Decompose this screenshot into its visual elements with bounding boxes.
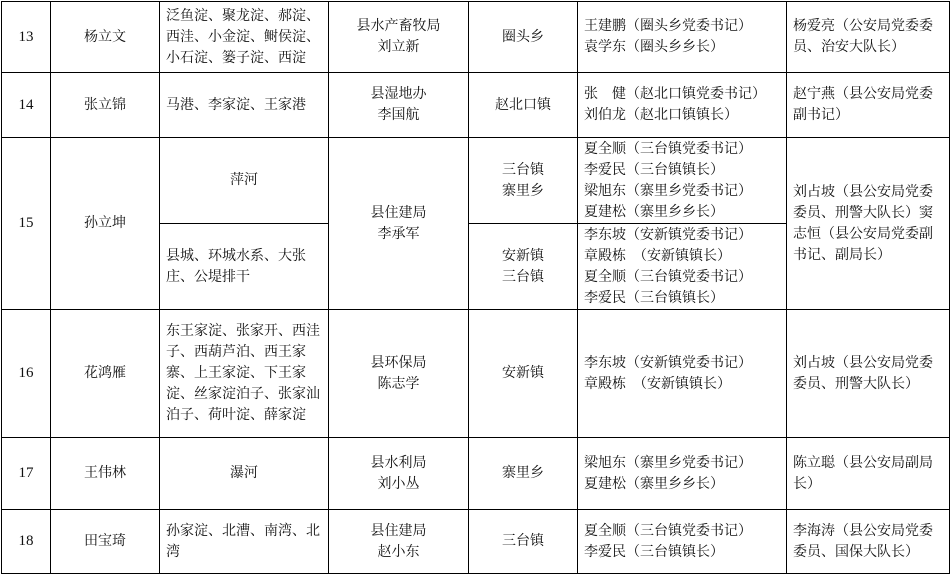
responsible-unit [329, 310, 469, 438]
responsible-unit [329, 2, 469, 73]
water-areas [160, 438, 329, 510]
official: 梁旭东（寨里乡党委书记） [584, 182, 752, 199]
town-officials [578, 310, 787, 438]
area-text: 泛鱼淀、聚龙淀、郝淀、西洼、小金淀、鲥侯淀、小石淀、篓子淀、西淀 [166, 7, 320, 66]
leader-name: 孙立坤 [51, 138, 160, 310]
responsible-unit [329, 510, 469, 574]
row-number: 18 [2, 510, 51, 574]
official: 张 健（赵北口镇党委书记） [584, 86, 766, 102]
official: 李爱民（三台镇镇长） [584, 289, 724, 306]
table-row [2, 138, 950, 224]
town-name: 三台镇 [502, 161, 544, 178]
table-row [2, 438, 950, 510]
town-names [469, 138, 578, 224]
police-officials [787, 2, 950, 73]
town-officials [578, 138, 787, 224]
unit-person: 李国航 [377, 107, 420, 123]
row-number: 17 [2, 438, 51, 510]
unit-name: 县环保局 [370, 354, 427, 371]
town-name: 赵北口镇 [495, 96, 551, 113]
unit-person: 刘小丛 [377, 475, 420, 492]
area-text: 瀑河 [230, 465, 258, 481]
police-officials [787, 73, 950, 138]
police-text: 赵宁燕（县公安局党委副书记） [793, 86, 933, 123]
area-text: 马港、李家淀、王家港 [166, 96, 306, 113]
official: 夏全顺（三台镇党委书记） [584, 140, 752, 157]
town-names [469, 438, 578, 510]
police-officials [787, 310, 950, 438]
official: 梁旭东（寨里乡党委书记） [584, 454, 752, 471]
town-name: 圈头乡 [502, 28, 544, 45]
leader-name: 张立锦 [51, 73, 160, 138]
town-officials [578, 510, 787, 574]
row-number: 15 [2, 138, 51, 310]
town-name: 三台镇 [502, 533, 544, 549]
leader-name: 杨立文 [51, 2, 160, 73]
table-row [2, 510, 950, 574]
official: 刘伯龙（赵北口镇镇长） [584, 107, 738, 123]
official: 李爱民（三台镇镇长） [584, 543, 724, 560]
official: 李东坡（安新镇党委书记） [584, 354, 752, 371]
unit-name: 县住建局 [370, 522, 427, 539]
town-name: 三台镇 [502, 268, 544, 285]
unit-name: 县水利局 [370, 454, 427, 471]
town-names [469, 2, 578, 73]
water-areas [160, 510, 329, 574]
area-text: 萍河 [230, 172, 258, 188]
water-areas [160, 138, 329, 224]
responsible-unit [329, 73, 469, 138]
official: 袁学东（圈头乡乡长） [584, 39, 724, 55]
area-text: 孙家淀、北漕、南湾、北湾 [166, 522, 320, 560]
official: 章殿栋 （安新镇镇长） [584, 375, 731, 392]
official: 李爱民（三台镇镇长） [584, 161, 724, 178]
water-areas [160, 310, 329, 438]
police-text: 刘占坡（县公安局党委委员、刑警大队长）窦志恒（县公安局党委副书记、副局长） [793, 183, 933, 263]
police-text: 刘占坡（县公安局党委委员、刑警大队长） [793, 354, 933, 392]
town-officials [578, 224, 787, 310]
official: 夏建松（寨里乡乡长） [584, 203, 724, 220]
town-name: 寨里乡 [502, 465, 544, 481]
town-officials [578, 2, 787, 73]
police-text: 杨爱亮（公安局党委委员、治安大队长） [793, 18, 933, 55]
unit-person: 刘立新 [377, 39, 420, 55]
responsibility-table [1, 1, 950, 574]
town-name: 安新镇 [502, 365, 544, 381]
town-names [469, 510, 578, 574]
town-name: 寨里乡 [502, 182, 544, 199]
official: 夏全顺（三台镇党委书记） [584, 268, 752, 285]
water-areas [160, 2, 329, 73]
table-row [2, 73, 950, 138]
official: 夏全顺（三台镇党委书记） [584, 522, 752, 539]
official: 李东坡（安新镇党委书记） [584, 226, 752, 243]
official: 王建鹏（圈头乡党委书记） [584, 18, 752, 34]
police-officials [787, 510, 950, 574]
table-row [2, 310, 950, 438]
unit-person: 陈志学 [377, 375, 420, 392]
town-names [469, 224, 578, 310]
town-officials [578, 438, 787, 510]
unit-person: 李承军 [377, 225, 420, 242]
unit-name: 县水产畜牧局 [356, 18, 441, 34]
table-row [2, 2, 950, 73]
water-areas [160, 73, 329, 138]
police-officials [787, 138, 950, 310]
leader-name: 王伟林 [51, 438, 160, 510]
leader-name: 花鸿雁 [51, 310, 160, 438]
official: 夏建松（寨里乡乡长） [584, 475, 724, 492]
unit-person: 赵小东 [377, 543, 420, 560]
unit-name: 县住建局 [370, 204, 427, 221]
water-areas [160, 224, 329, 310]
responsible-unit [329, 138, 469, 310]
unit-name: 县湿地办 [370, 86, 427, 102]
official: 章殿栋 （安新镇镇长） [584, 247, 731, 264]
town-officials [578, 73, 787, 138]
row-number: 16 [2, 310, 51, 438]
responsible-unit [329, 438, 469, 510]
police-text: 李海涛（县公安局党委委员、国保大队长） [793, 522, 933, 560]
town-names [469, 73, 578, 138]
row-number: 14 [2, 73, 51, 138]
town-name: 安新镇 [502, 247, 544, 264]
area-text: 县城、环城水系、大张庄、公堤排干 [166, 247, 306, 285]
police-text: 陈立聪（县公安局副局长） [793, 454, 933, 492]
row-number: 13 [2, 2, 51, 73]
police-officials [787, 438, 950, 510]
leader-name: 田宝琦 [51, 510, 160, 574]
area-text: 东王家淀、张家开、西洼子、西葫芦泊、西王家寨、上王家淀、下王家淀、丝家淀泊子、张家汕泊子、荷叶淀、薛家淀 [166, 323, 320, 423]
town-names [469, 310, 578, 438]
